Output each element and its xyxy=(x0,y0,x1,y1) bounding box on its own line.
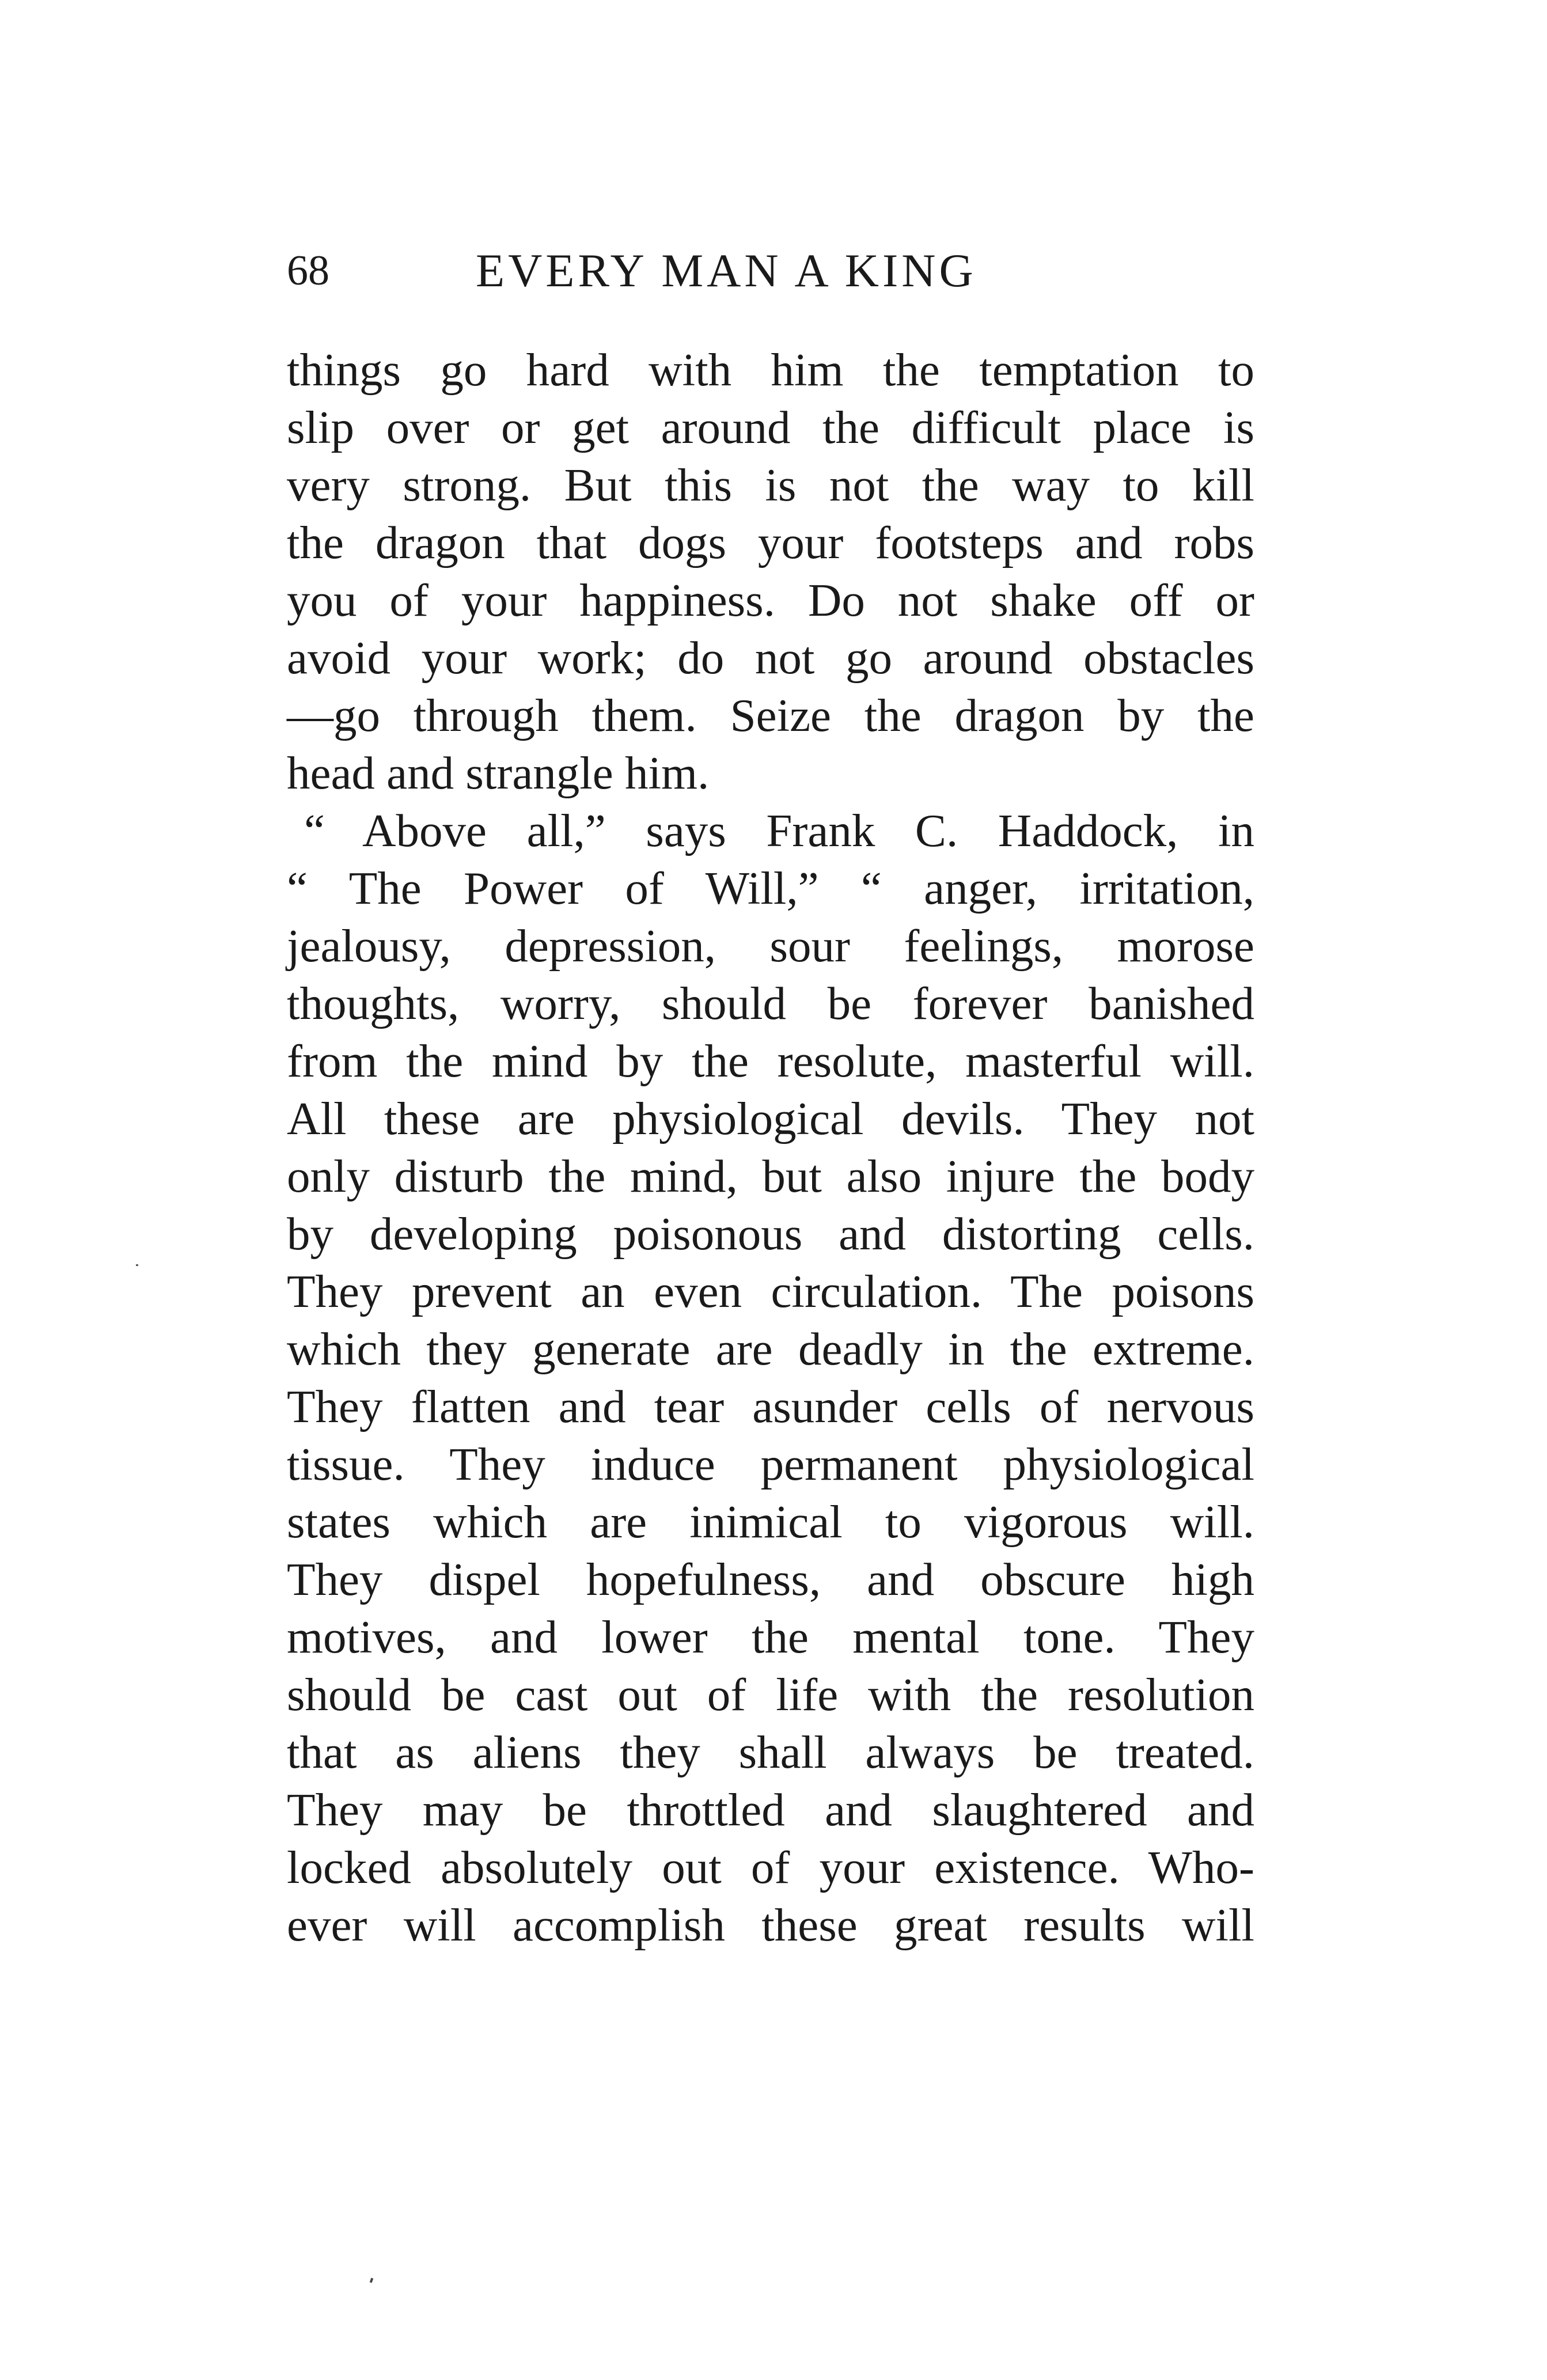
text-line: very strong. But this is not the way to kill xyxy=(287,459,1254,511)
page-number: 68 xyxy=(287,247,329,294)
text-line: They may be throttled and slaughtered and xyxy=(287,1784,1254,1836)
text-line: that as aliens they shall always be treated. xyxy=(287,1726,1254,1778)
text-line: —go through them. Seize the dragon by the xyxy=(287,689,1254,741)
text-line: the dragon that dogs your footsteps and robs xyxy=(287,517,1254,569)
scan-speck xyxy=(370,2278,373,2283)
text-line: “ The Power of Will,” “ anger, irritation, xyxy=(287,862,1254,914)
page-header xyxy=(287,242,1093,300)
text-line: All these are physiological devils. They not xyxy=(287,1093,1254,1144)
text-line: only disturb the mind, but also injure the body xyxy=(287,1150,1254,1202)
text-line: slip over or get around the difficult place is xyxy=(287,401,1254,453)
text-line: from the mind by the resolute, masterful will. xyxy=(287,1035,1254,1087)
text-line: things go hard with him the temptation to xyxy=(287,344,1254,396)
text-line: you of your happiness. Do not shake off or xyxy=(287,574,1254,626)
text-line: head and strangle him. xyxy=(287,747,710,799)
text-line: locked absolutely out of your existence. Who- xyxy=(287,1841,1254,1893)
scan-speck xyxy=(136,1264,138,1266)
text-line: They dispel hopefulness, and obscure high xyxy=(287,1553,1254,1605)
text-line: They flatten and tear asunder cells of nervous xyxy=(287,1381,1254,1432)
text-line: by developing poisonous and distorting cells. xyxy=(287,1208,1254,1260)
text-line: avoid your work; do not go around obstacles xyxy=(287,632,1254,684)
text-line: ever will accomplish these great results will xyxy=(287,1899,1254,1951)
running-head: EVERY MAN A KING xyxy=(476,244,977,297)
text-line: thoughts, worry, should be forever banished xyxy=(287,977,1254,1029)
text-line: should be cast out of life with the resolution xyxy=(287,1669,1254,1720)
text-line: “ Above all,” says Frank C. Haddock, in xyxy=(304,805,1254,857)
text-line: They prevent an even circulation. The poisons xyxy=(287,1265,1254,1317)
text-line: which they generate are deadly in the extreme. xyxy=(287,1323,1254,1375)
text-line: tissue. They induce permanent physiological xyxy=(287,1438,1254,1490)
body-text xyxy=(287,341,1254,1954)
text-line: jealousy, depression, sour feelings, morose xyxy=(287,920,1254,972)
text-line: motives, and lower the mental tone. They xyxy=(287,1611,1254,1663)
text-line: states which are inimical to vigorous will. xyxy=(287,1496,1254,1548)
